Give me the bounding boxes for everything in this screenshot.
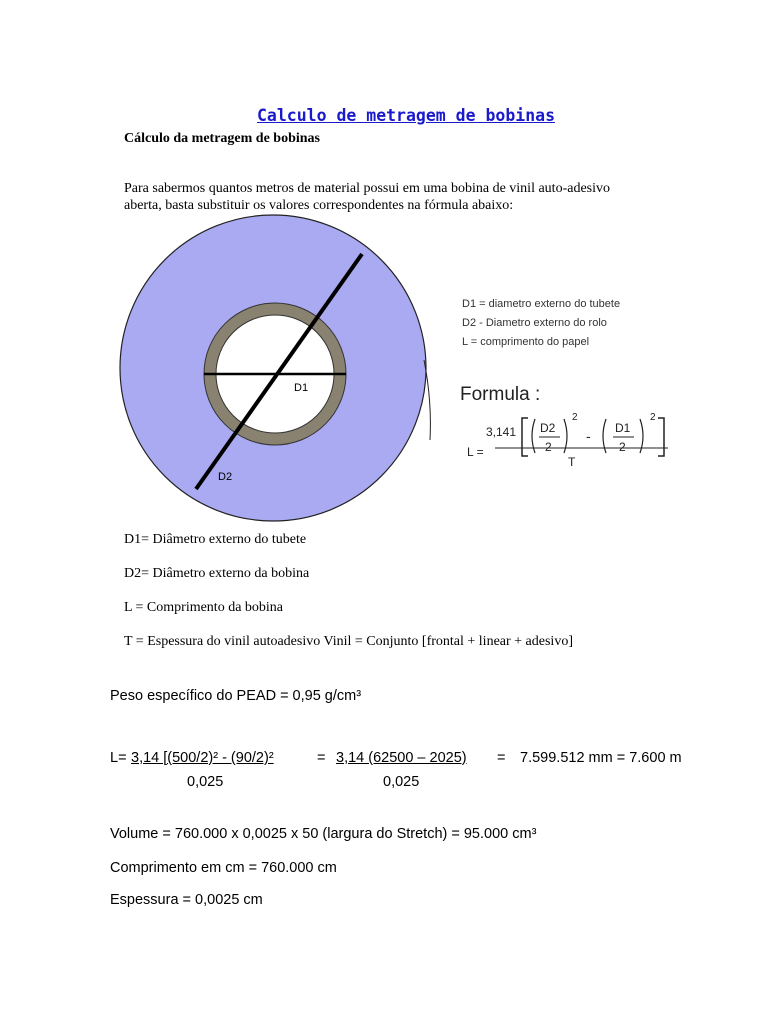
volume-line: Volume = 760.000 x 0,0025 x 50 (largura do Stretch) = 95.000 cm³ — [110, 826, 537, 842]
l-equals-1: = — [317, 750, 326, 766]
d1-label: D1 — [294, 382, 309, 394]
l-equation-label: L= — [110, 750, 127, 766]
definition-d2: D2= Diâmetro externo da bobina — [124, 566, 310, 581]
l-denominator-2: 0,025 — [383, 774, 420, 790]
document-title-link[interactable]: Calculo de metragem de bobinas — [256, 106, 555, 125]
formula-heading: Formula : — [460, 384, 541, 405]
formula-exponent-1: 2 — [572, 412, 578, 423]
comprimento-line: Comprimento em cm = 760.000 cm — [110, 860, 337, 876]
l-numerator-2: 3,14 (62500 – 2025) — [336, 750, 467, 766]
formula-two-1: 2 — [545, 440, 552, 454]
intro-line-2: aberta, basta substituir os valores correspondentes na fórmula abaixo: — [124, 198, 514, 213]
formula-l: L = — [467, 445, 484, 459]
formula-bracket-open — [522, 418, 528, 456]
legend-line-2: D2 - Diametro externo do rolo — [462, 317, 607, 329]
legend-line-3: L = comprimento do papel — [462, 336, 590, 348]
definition-d1: D1= Diâmetro externo do tubete — [124, 532, 307, 547]
definition-t: T = Espessura do vinil autoadesivo Vinil = Conjunto [frontal + linear + adesivo] — [124, 634, 573, 649]
formula-two-2: 2 — [619, 440, 626, 454]
formula-d2: D2 — [540, 421, 556, 435]
intro-line-1: Para sabermos quantos metros de material possui em uma bobina de vinil auto-adesivo — [124, 181, 610, 196]
formula-denominator: T — [568, 455, 576, 469]
document-subtitle: Cálculo da metragem de bobinas — [124, 131, 320, 146]
formula-bracket-close — [658, 418, 664, 456]
legend-line-1: D1 = diametro externo do tubete — [462, 298, 621, 310]
peso-especifico: Peso específico do PEAD = 0,95 g/cm³ — [110, 688, 362, 704]
l-result: 7.599.512 mm = 7.600 m — [520, 750, 682, 766]
definition-l: L = Comprimento da bobina — [124, 600, 284, 615]
l-numerator-1: 3,14 [(500/2)² - (90/2)² — [131, 750, 274, 766]
l-equals-2: = — [497, 750, 506, 766]
formula — [467, 412, 668, 469]
espessura-line: Espessura = 0,0025 cm — [110, 892, 263, 908]
l-denominator-1: 0,025 — [187, 774, 224, 790]
formula-coefficient: 3,141 — [486, 425, 517, 439]
formula-exponent-2: 2 — [650, 412, 656, 423]
d2-label: D2 — [218, 471, 233, 483]
formula-d1: D1 — [615, 421, 631, 435]
formula-minus: - — [586, 428, 591, 444]
